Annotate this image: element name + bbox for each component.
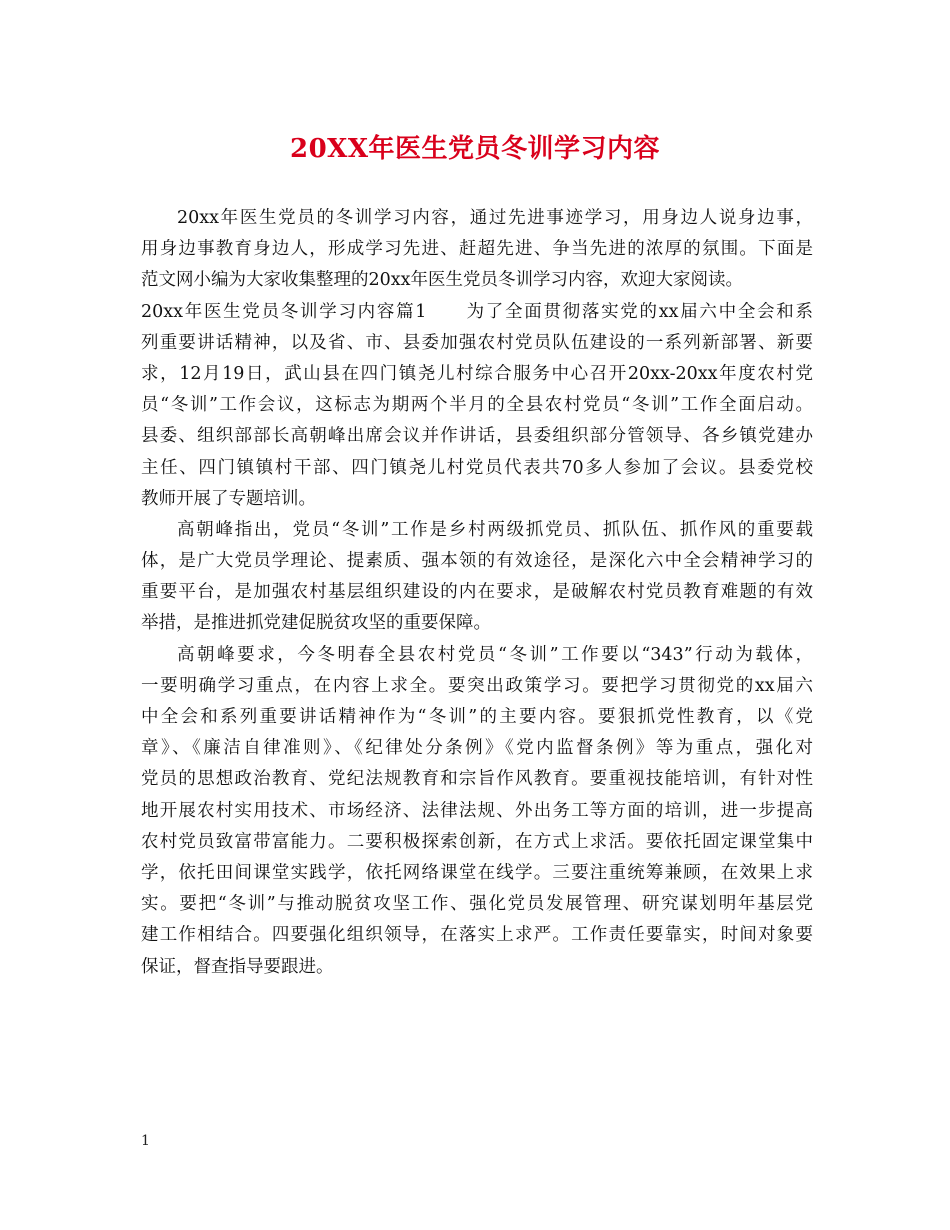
text-line: 用身边事教育身边人，形成学习先进、赶超先进、争当先进的浓厚的氛围。下面是 [141, 239, 813, 260]
text-line: 范文网小编为大家收集整理的20xx年医生党员冬训学习内容，欢迎大家阅读。 [141, 270, 744, 291]
text-line: 员“冬训”工作会议，这标志为期两个半月的全县农村党员“冬训”工作全面启动。 [141, 395, 813, 416]
text-line: 求，12月19日，武山县在四门镇尧儿村综合服务中心召开20xx-20xx年度农村党 [141, 363, 813, 384]
text-line: 20xx年医生党员的冬训学习内容，通过先进事迹学习，用身边人说身边事， [177, 208, 813, 228]
text-line: 建工作相结合。四要强化组织领导，在落实上求严。工作责任要靠实，时间对象要 [141, 925, 813, 946]
text-line: 举措，是推进抓党建促脱贫攻坚的重要保障。 [141, 613, 491, 634]
document-body [141, 203, 813, 983]
text-line: 县委、组织部部长高朝峰出席会议并作讲话，县委组织部分管领导、各乡镇党建办 [141, 426, 813, 447]
text-line: 实。要把“冬训”与推动脱贫攻坚工作、强化党员发展管理、研究谋划明年基层党 [141, 894, 813, 915]
page-number: 1 [141, 1133, 150, 1149]
text-line: 农村党员致富带富能力。二要积极探索创新，在方式上求活。要依托固定课堂集中 [141, 831, 813, 852]
text-line: 高朝峰指出，党员“冬训”工作是乡村两级抓党员、抓队伍、抓作风的重要载 [177, 519, 813, 540]
text-line: 党员的思想政治教育、党纪法规教育和宗旨作风教育。要重视技能培训，有针对性 [141, 769, 813, 790]
text-line: 20xx年医生党员冬训学习内容篇1 为了全面贯彻落实党的xx届六中全会和系 [141, 301, 813, 322]
text-line: 教师开展了专题培训。 [141, 488, 316, 509]
text-line: 保证，督查指导要跟进。 [141, 956, 334, 977]
document-title: 20XX年医生党员冬训学习内容 [289, 134, 661, 164]
text-line: 中全会和系列重要讲话精神作为“冬训”的主要内容。要狠抓党性教育，以《党 [141, 707, 813, 727]
text-line: 列重要讲话精神，以及省、市、县委加强农村党员队伍建设的一系列新部署、新要 [141, 332, 813, 353]
text-line: 体，是广大党员学理论、提素质、强本领的有效途径，是深化六中全会精神学习的 [141, 551, 813, 572]
text-line: 地开展农村实用技术、市场经济、法律法规、外出务工等方面的培训，进一步提高 [141, 800, 813, 821]
text-line: 章》、《廉洁自律准则》、《纪律处分条例》《党内监督条例》等为重点，强化对 [141, 738, 813, 759]
text-line: 重要平台，是加强农村基层组织建设的内在要求，是破解农村党员教育难题的有效 [141, 582, 813, 603]
text-line: 学，依托田间课堂实践学，依托网络课堂在线学。三要注重统筹兼顾，在效果上求 [141, 862, 813, 883]
text-line: 主任、四门镇镇村干部、四门镇尧儿村党员代表共70多人参加了会议。县委党校 [141, 457, 813, 478]
text-line: 一要明确学习重点，在内容上求全。要突出政策学习。要把学习贯彻党的xx届六 [141, 675, 813, 696]
text-line: 高朝峰要求，今冬明春全县农村党员“冬训”工作要以“343”行动为载体， [177, 644, 813, 665]
